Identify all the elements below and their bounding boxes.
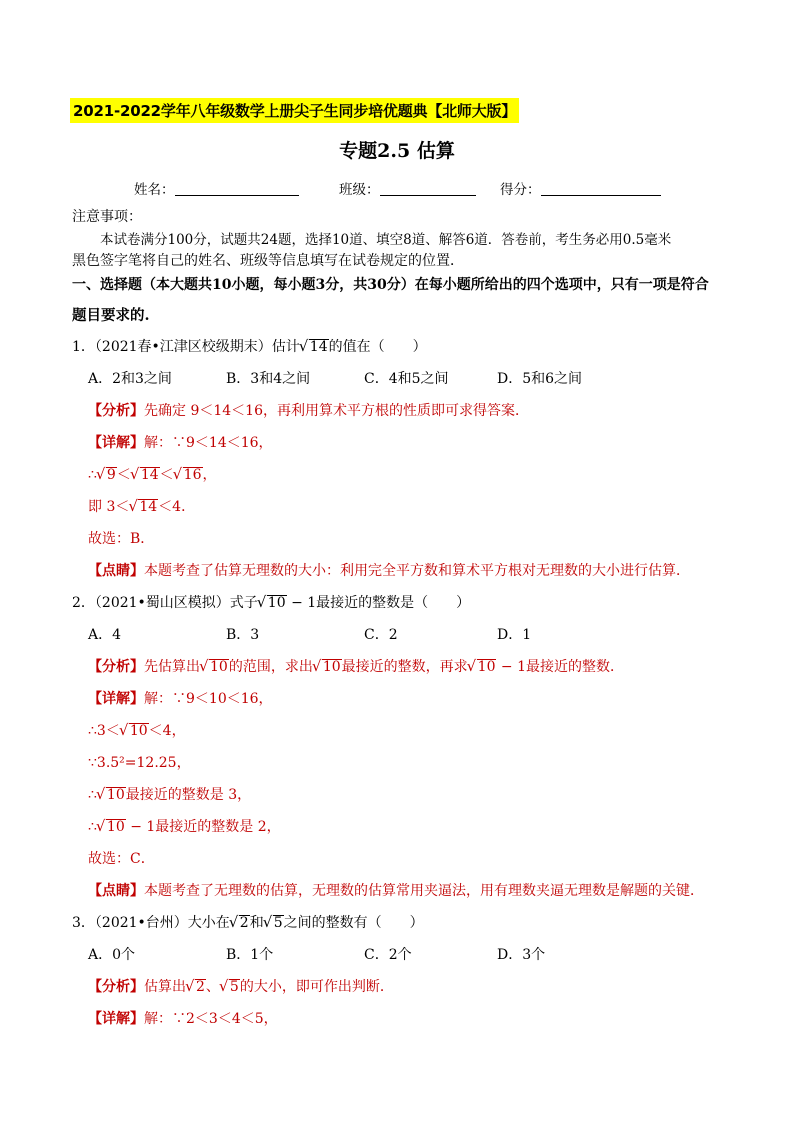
- sqrt-symbol: [129, 499, 158, 515]
- sqrt-symbol: [468, 659, 497, 675]
- q2-comment: [88, 880, 704, 900]
- q2-stem-text-a: 2．（2021•蜀山区模拟）式子: [72, 595, 258, 611]
- q2-analysis-radicand-3: 10: [477, 659, 496, 675]
- q1-step-2-prefix: ∴: [88, 467, 97, 483]
- sqrt-symbol: [131, 467, 160, 483]
- q1-answer: 故选：B．: [88, 531, 155, 547]
- q1-analysis-text: 先确定 9＜14＜16，再利用算术平方根的性质即可求得答案．: [144, 403, 529, 419]
- q2-step-4: [88, 784, 251, 804]
- q3-option-b[interactable]: B．1个: [226, 947, 274, 963]
- q2-analysis-radicand-1: 10: [210, 659, 228, 675]
- q2-stem-text-b: − 1最接近的整数是（ ）: [286, 595, 471, 611]
- sqrt-symbol: [200, 659, 229, 675]
- q2-analysis-c: 最接近的整数，再求: [341, 659, 468, 675]
- name-blank[interactable]: [175, 181, 299, 196]
- q1-step-2: [88, 464, 217, 484]
- q2-analysis-radicand-2: 10: [322, 659, 341, 675]
- sqrt-symbol: [174, 467, 203, 483]
- sqrt-symbol: [220, 979, 240, 995]
- q1-step-2-comma: ，: [202, 467, 217, 483]
- sqrt-symbol: [186, 979, 206, 995]
- q3-option-c[interactable]: C．2个: [364, 947, 412, 963]
- score-field[interactable]: [500, 178, 661, 198]
- notice-label: 注意事项：: [72, 209, 142, 225]
- detail-tag: 【详解】: [88, 435, 144, 451]
- q1-detail: [88, 432, 273, 452]
- q3-detail: [88, 1008, 278, 1028]
- analysis-tag: 【分析】: [88, 659, 144, 675]
- comment-tag: 【点睛】: [88, 563, 144, 579]
- q2-step-5-a: ∴: [88, 819, 97, 835]
- q1-option-a[interactable]: A．2和3之间: [88, 371, 172, 387]
- q1-option-d[interactable]: D．5和6之间: [497, 371, 583, 387]
- notice-line-2: 黑色签字笔将自己的姓名、班级等信息填写在试卷规定的位置．: [72, 253, 464, 269]
- q2-option-d[interactable]: D．1: [497, 627, 532, 643]
- q2-stem: [72, 592, 470, 612]
- q2-option-c[interactable]: C．2: [364, 627, 398, 643]
- q2-step-2: [88, 720, 186, 740]
- comment-tag: 【点睛】: [88, 883, 144, 899]
- name-field[interactable]: [134, 178, 299, 198]
- q1-stem-text-a: 1．（2021春•江津区校级期末）估计: [72, 339, 300, 355]
- q2-step-2-radicand: 10: [129, 723, 148, 739]
- q2-step-4-a: ∴: [88, 787, 97, 803]
- q2-step-5-b: − 1最接近的整数是 2，: [125, 819, 281, 835]
- q2-step-2-b: ＜4，: [148, 723, 186, 739]
- q1-step-2-lt-1: ＜: [116, 467, 131, 483]
- q2-option-b[interactable]: B．3: [226, 627, 260, 643]
- notice-line-1: 本试卷满分100分，试题共24题，选择10道、填空8道、解答6道．答卷前，考生务必用0.5毫米: [100, 232, 672, 248]
- analysis-tag: 【分析】: [88, 403, 144, 419]
- detail-tag: 【详解】: [88, 691, 144, 707]
- section-heading-line-2: 题目要求的.: [72, 307, 150, 324]
- q1-comment-text: 本题考查了估算无理数的大小：利用完全平方数和算术平方根对无理数的大小进行估算．: [144, 563, 690, 579]
- q2-analysis-d: − 1最接近的整数．: [496, 659, 625, 675]
- q1-step-3: [88, 496, 195, 516]
- q2-radicand: 10: [267, 595, 286, 611]
- q1-radicand: 14: [309, 339, 328, 355]
- detail-tag: 【详解】: [88, 1011, 144, 1027]
- sqrt-symbol: [97, 819, 126, 835]
- q2-step-4-radicand: 10: [106, 787, 125, 803]
- q2-option-a[interactable]: A．4: [88, 627, 122, 643]
- sqrt-symbol: [97, 787, 126, 803]
- sqrt-symbol: [230, 915, 250, 931]
- q2-step-2-a: ∴3＜: [88, 723, 120, 739]
- q3-stem: [72, 912, 424, 932]
- class-blank[interactable]: [380, 181, 476, 196]
- score-label: 得分：: [500, 182, 541, 198]
- sqrt-symbol: [313, 659, 342, 675]
- q2-step-5-radicand: 10: [106, 819, 125, 835]
- q1-option-b[interactable]: B．3和4之间: [226, 371, 311, 387]
- q1-step-2-radicand-3: 16: [183, 467, 202, 483]
- q2-comment-text: 本题考查了无理数的估算，无理数的估算常用夹逼法，用有理数夹逼无理数是解题的关键．: [144, 883, 704, 899]
- sqrt-symbol: [264, 915, 284, 931]
- sqrt-symbol: [258, 595, 287, 611]
- q1-step-2-lt-2: ＜: [159, 467, 174, 483]
- q1-step-3-b: ＜4．: [158, 499, 196, 515]
- sqrt-symbol: [97, 467, 117, 483]
- q3-radicand-1: 2: [239, 915, 249, 931]
- name-label: 姓名：: [134, 182, 175, 198]
- q1-stem: [72, 336, 427, 356]
- q2-step-5: [88, 816, 281, 836]
- q3-stem-text-b: 之间的整数有（ ）: [283, 915, 424, 931]
- class-field[interactable]: [339, 178, 476, 198]
- q3-stem-text-a: 3．（2021•台州）大小在: [72, 915, 230, 931]
- q2-analysis: [88, 656, 624, 676]
- q3-analysis: [88, 976, 394, 996]
- q3-option-d[interactable]: D．3个: [497, 947, 546, 963]
- q3-analysis-a: 估算出: [144, 979, 186, 995]
- header-banner: 2021-2022学年八年级数学上册尖子生同步培优题典【北师大版】: [70, 98, 519, 123]
- q2-step-3: ∵3.5²=12.25，: [88, 755, 191, 771]
- q1-step-2-radicand-2: 14: [140, 467, 159, 483]
- q3-analysis-b: 的大小，即可作出判断．: [239, 979, 394, 995]
- q3-option-a[interactable]: A．0个: [88, 947, 136, 963]
- q3-stem-mid: 和: [249, 915, 264, 931]
- q3-detail-text: 解：∵2＜3＜4＜5，: [144, 1011, 278, 1027]
- q3-analysis-sep: 、: [205, 979, 220, 995]
- q1-step-3-radicand: 14: [139, 499, 158, 515]
- q1-step-3-a: 即 3＜: [88, 499, 130, 515]
- analysis-tag: 【分析】: [88, 979, 144, 995]
- q2-detail: [88, 688, 273, 708]
- q2-analysis-b: 的范围，求出: [228, 659, 313, 675]
- q2-analysis-a: 先估算出: [144, 659, 200, 675]
- sqrt-symbol: [300, 339, 329, 355]
- q1-comment: [88, 560, 690, 580]
- q1-option-c[interactable]: C．4和5之间: [364, 371, 449, 387]
- q2-detail-text: 解：∵9＜10＜16，: [144, 691, 273, 707]
- q3-radicand-2: 5: [273, 915, 283, 931]
- q1-analysis: [88, 400, 529, 420]
- class-label: 班级：: [339, 182, 380, 198]
- page-title: 专题2.5 估算: [339, 140, 455, 162]
- q1-step-2-radicand-1: 9: [106, 467, 116, 483]
- q2-answer: 故选：C．: [88, 851, 155, 867]
- section-heading-line-1: 一、选择题（本大题共10小题，每小题3分，共30分）在每小题所给出的四个选项中，只有一项是符合: [72, 277, 709, 293]
- q1-stem-text-b: 的值在（ ）: [328, 339, 427, 355]
- score-blank[interactable]: [541, 181, 661, 196]
- q2-step-4-b: 最接近的整数是 3，: [125, 787, 252, 803]
- sqrt-symbol: [120, 723, 149, 739]
- q3-analysis-radicand-2: 5: [229, 979, 239, 995]
- q3-analysis-radicand-1: 2: [196, 979, 205, 995]
- q1-detail-text: 解：∵9＜14＜16，: [144, 435, 273, 451]
